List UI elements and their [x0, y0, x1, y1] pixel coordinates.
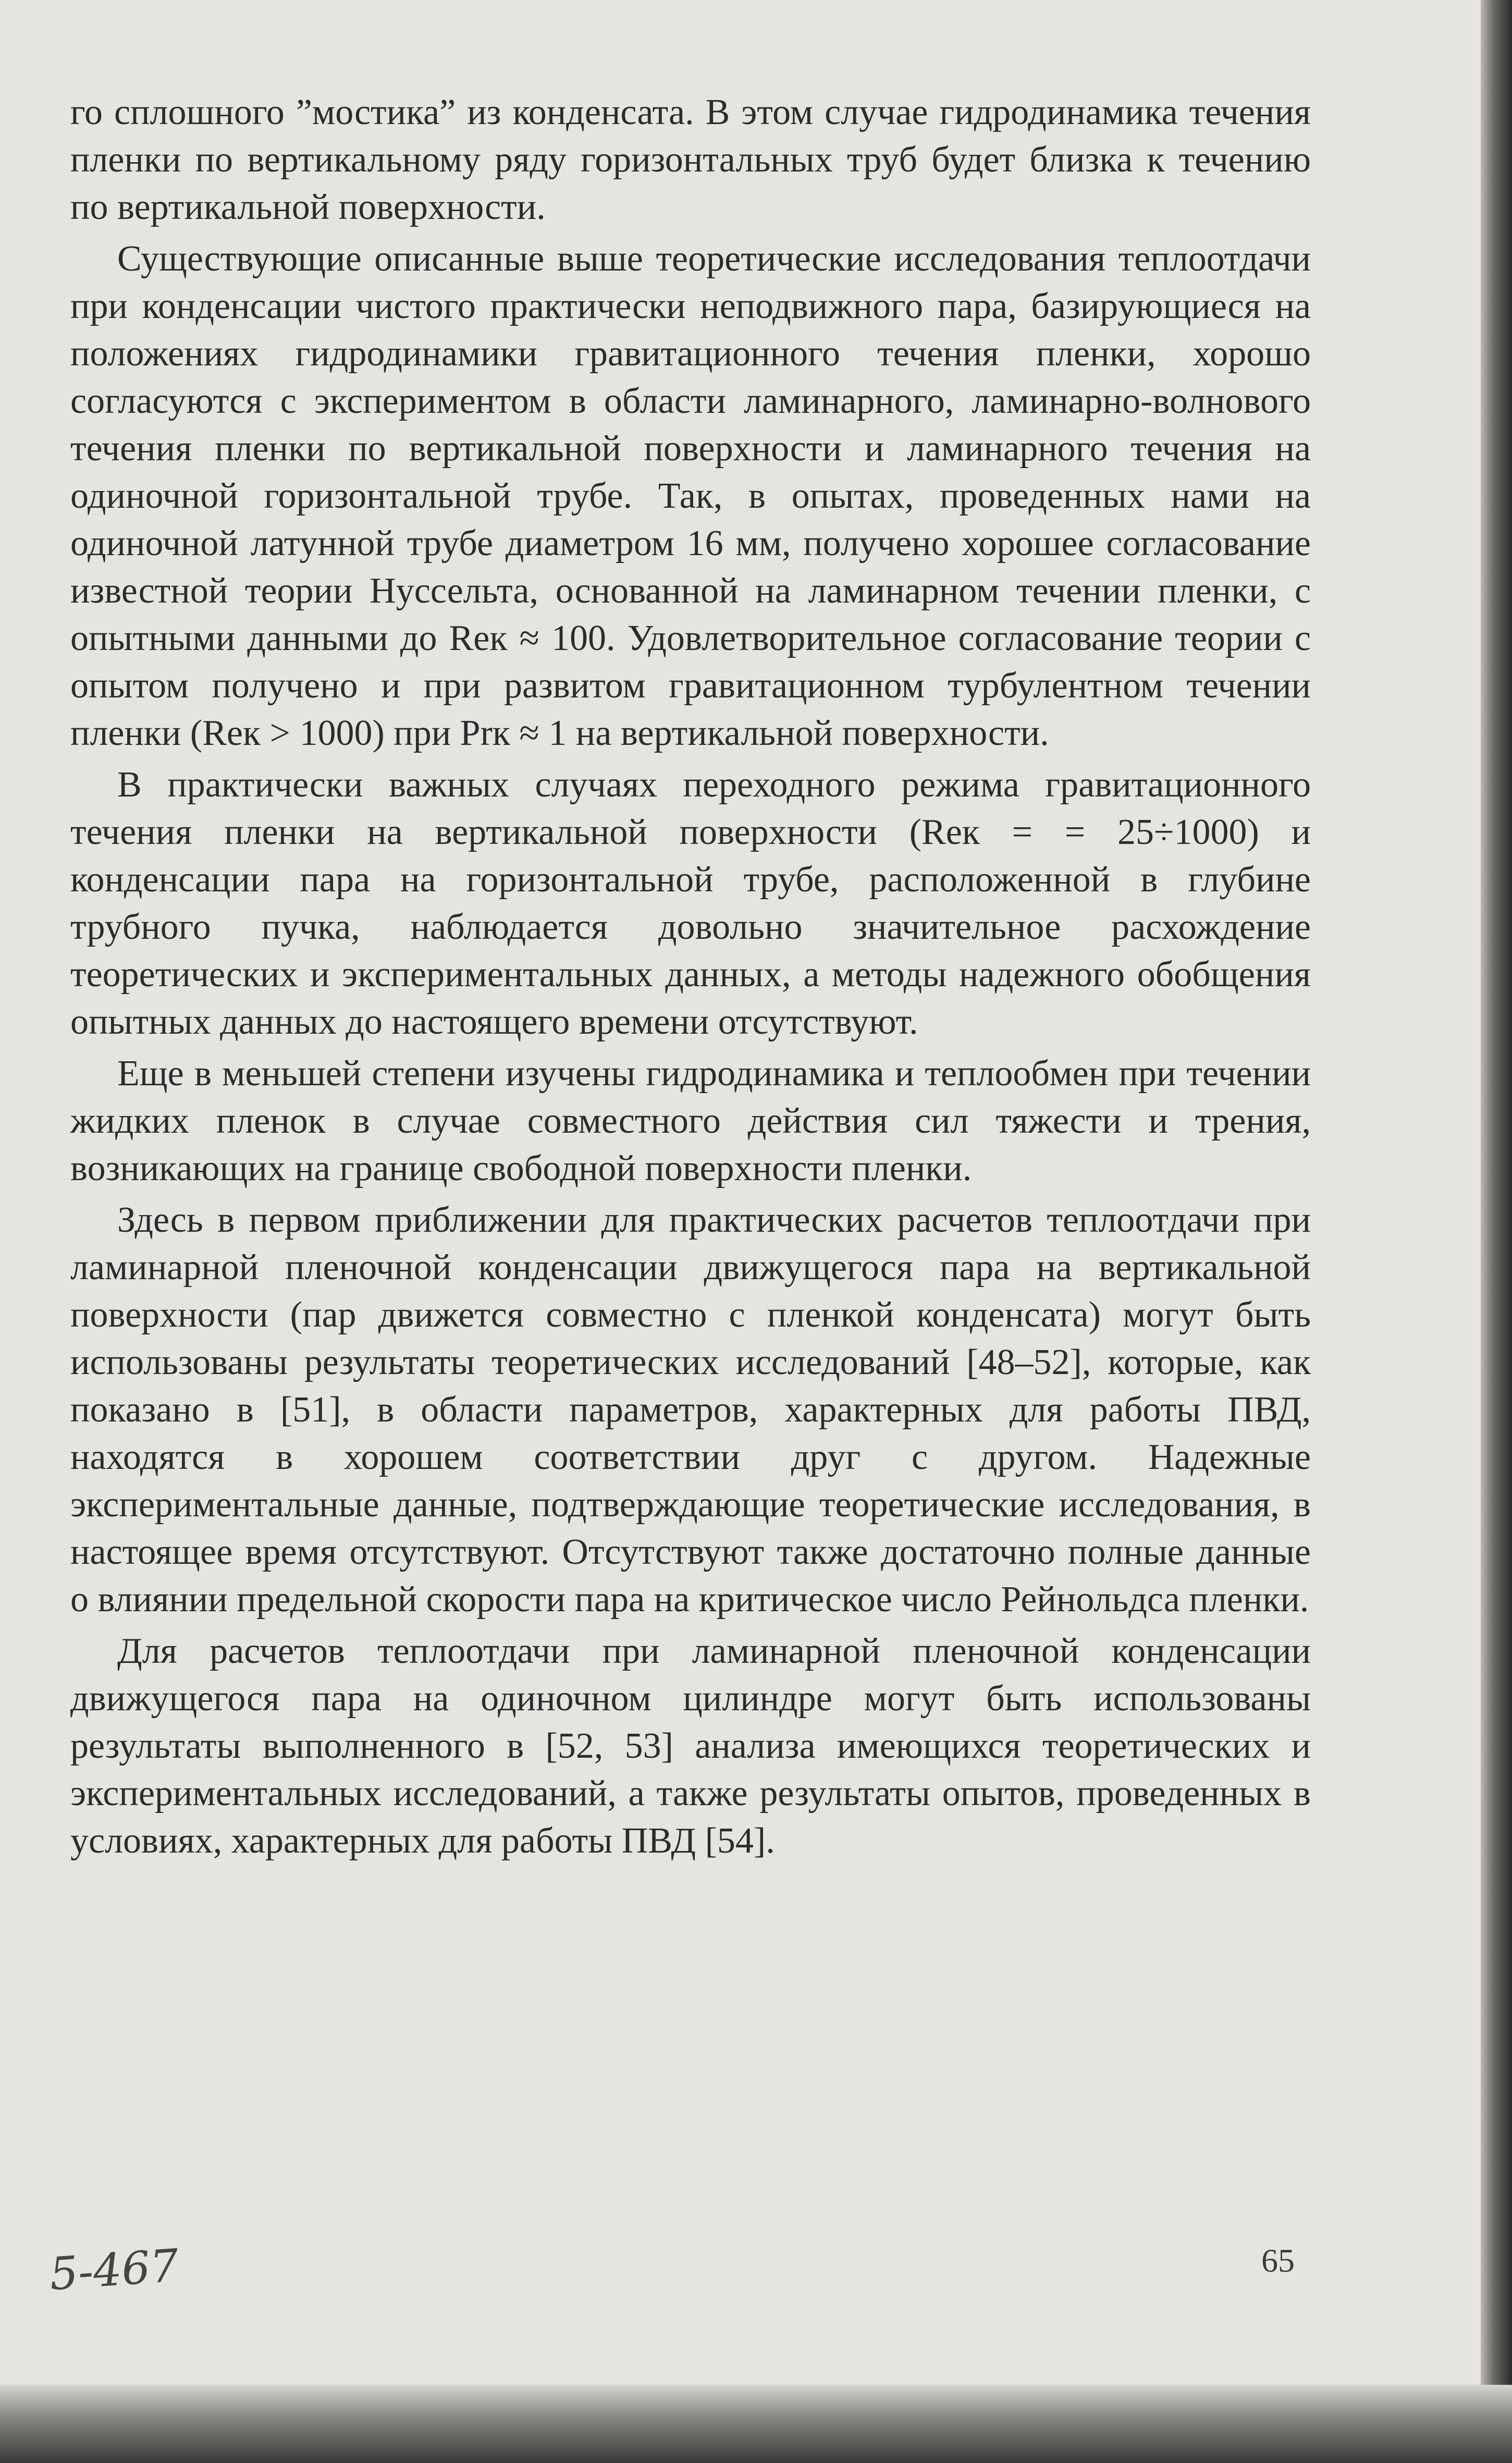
- page-number: 65: [1261, 2242, 1295, 2279]
- text-column: [70, 89, 1311, 1869]
- handwritten-note: 5-467: [47, 2239, 181, 2301]
- paragraph-3: В практически важных случаях переходного режима гравитационного течения пленки на вертикальной поверхности (Reк = = 25÷1000) и конденсации пара на горизонтальной трубе, расположенной в глубине трубного пучка, наблюдается довольно значительное расхождение теоретических и экспериментальных данных, а методы надежного обобщения опытных данных до настоящего времени отсутствуют.: [70, 765, 1311, 1042]
- page-edge-shadow-right: [1481, 0, 1512, 2463]
- paragraph-6: Для расчетов теплоотдачи при ламинарной пленочной конденсации движущегося пара на одиночном цилиндре могут быть использованы результаты выполненного в [52, 53] анализа имеющихся теоретических и экспериментальных исследований, а также результаты опытов, проведенных в условиях, характерных для работы ПВД [54].: [70, 1631, 1311, 1861]
- paragraph-2: Существующие описанные выше теоретические исследования теплоотдачи при конденсации чистого практически неподвижного пара, базирующиеся на положениях гидродинамики гравитационного течения пленки, хорошо согласуются с экспериментом в области ламинарного, ламинарно-волнового течения пленки по вертикальной поверхности и ламинарного течения на одиночной горизонтальной трубе. Так, в опытах, проведенных нами на одиночной латунной трубе диаметром 16 мм, получено хорошее согласование известной теории Нуссельта, основанной на ламинарном течении пленки, с опытными данными до Reк ≈ 100. Удовлетворительное согласование теории с опытом получено и при развитом гравитационном турбулентном течении пленки (Reк > 1000) при Prк ≈ 1 на вертикальной поверхности.: [70, 239, 1311, 753]
- paragraph-5: Здесь в первом приближении для практических расчетов теплоотдачи при ламинарной пленочной конденсации движущегося пара на вертикальной поверхности (пар движется совместно с пленкой конденсата) могут быть использованы результаты теоретических исследований [48–52], которые, как показано в [51], в области параметров, характерных для работы ПВД, находятся в хорошем соответствии друг с другом. Надежные экспериментальные данные, подтверждающие теоретические исследования, в настоящее время отсутствуют. Отсутствуют также достаточно полные данные о влиянии предельной скорости пара на критическое число Рейнольдса пленки.: [70, 1200, 1311, 1620]
- paragraph-4: Еще в меньшей степени изучены гидродинамика и теплообмен при течении жидких пленок в случае совместного действия сил тяжести и трения, возникающих на границе свободной поверхности пленки.: [70, 1053, 1311, 1188]
- paragraph-1: го сплошного ”мостика” из конденсата. В этом случае гидродинамика течения пленки по вертикальному ряду горизонтальных труб будет близка к течению по вертикальной поверхности.: [70, 92, 1311, 227]
- page-edge-shadow-bottom: [0, 2385, 1512, 2463]
